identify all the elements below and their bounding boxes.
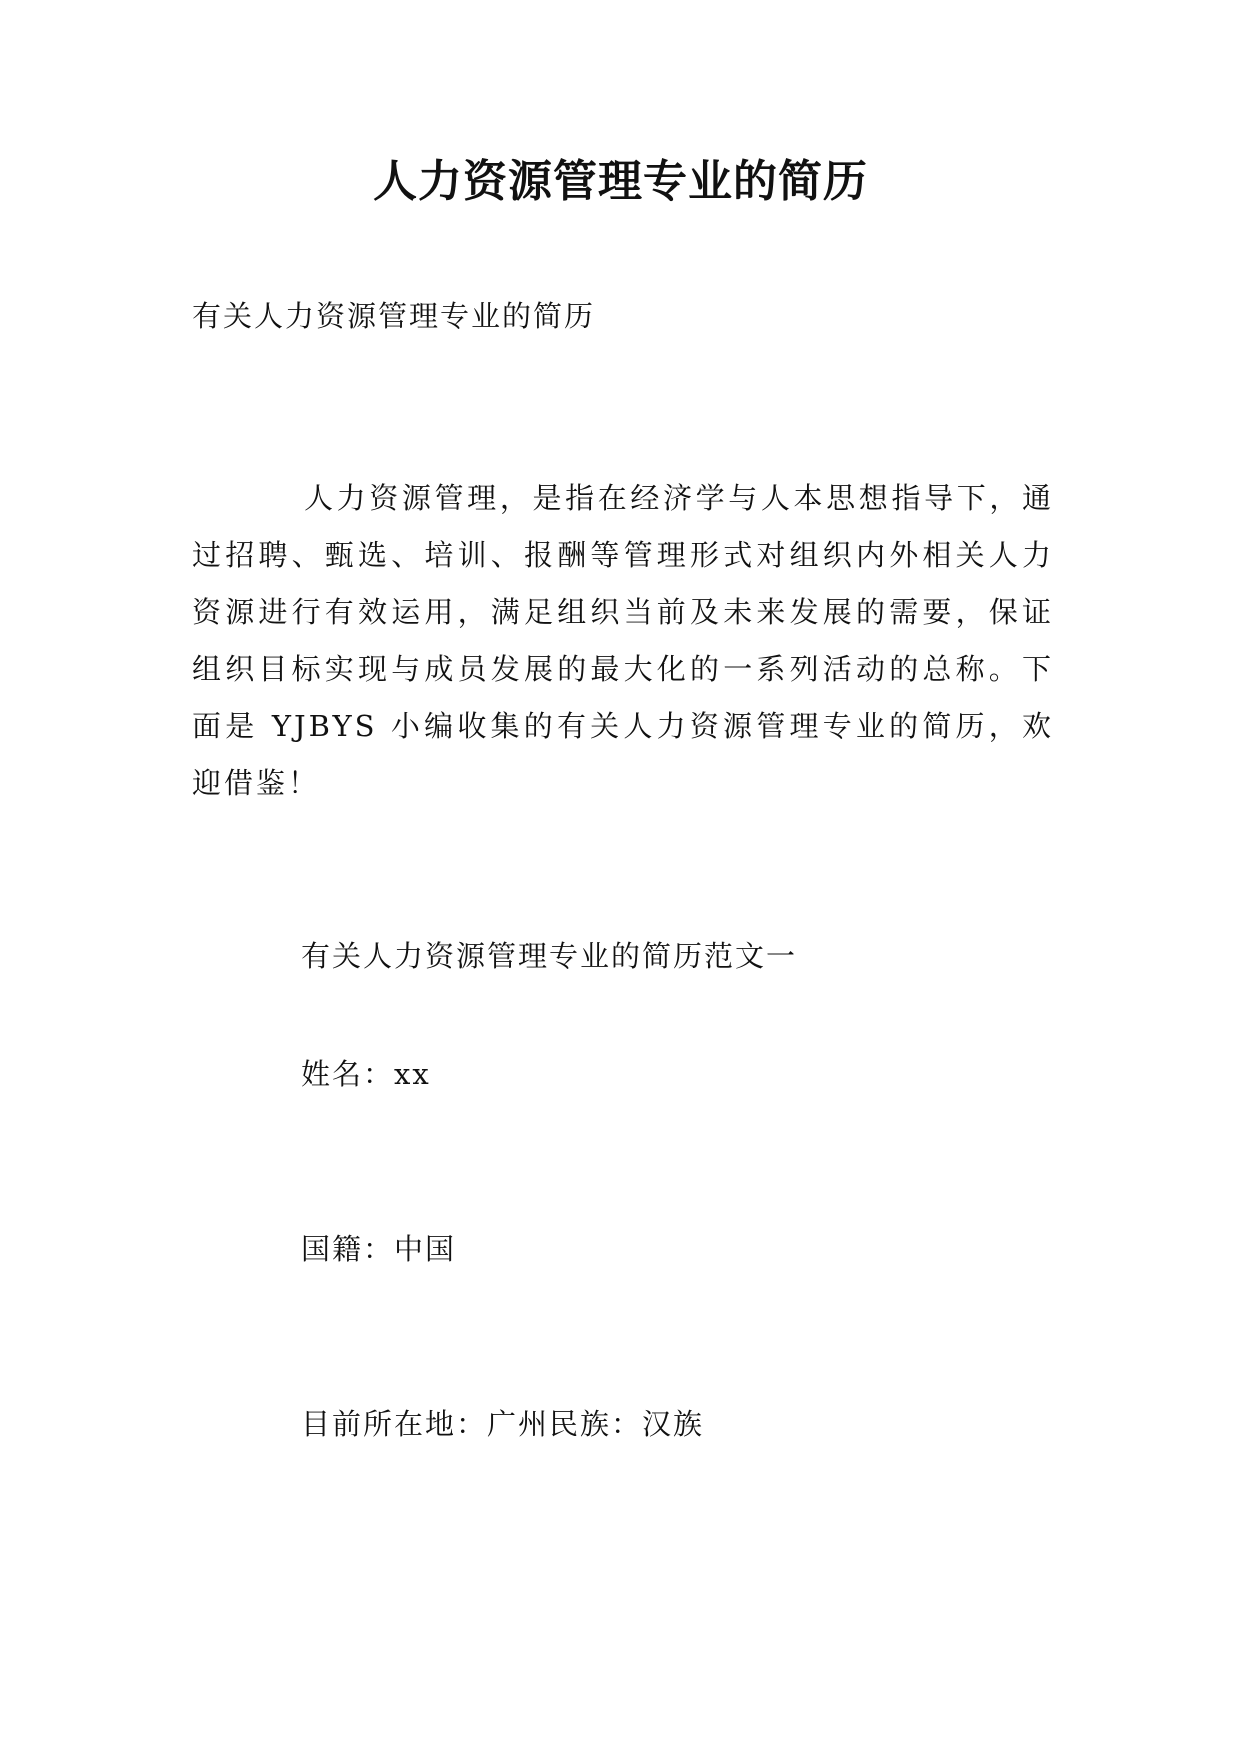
name-line: 姓名：xx — [301, 1057, 431, 1091]
location-line: 目前所在地：广州民族：汉族 — [301, 1407, 705, 1441]
document-title: 人力资源管理专业的简历 — [373, 156, 868, 207]
document-subtitle: 有关人力资源管理专业的简历 — [192, 299, 596, 333]
intro-paragraph: 人力资源管理，是指在经济学与人本思想指导下，通过招聘、甄选、培训、报酬等管理形式对组织内外相关人力资源进行有效运用，满足组织当前及未来发展的需要，保证组织目标实现与成员发展的最大化的一系列活动的总称。下面是 YJBYS 小编收集的有关人力资源管理专业的简历，欢迎借鉴！ — [192, 481, 1054, 800]
sample-heading: 有关人力资源管理专业的简历范文一 — [301, 939, 798, 973]
nationality-line: 国籍：中国 — [301, 1232, 457, 1266]
